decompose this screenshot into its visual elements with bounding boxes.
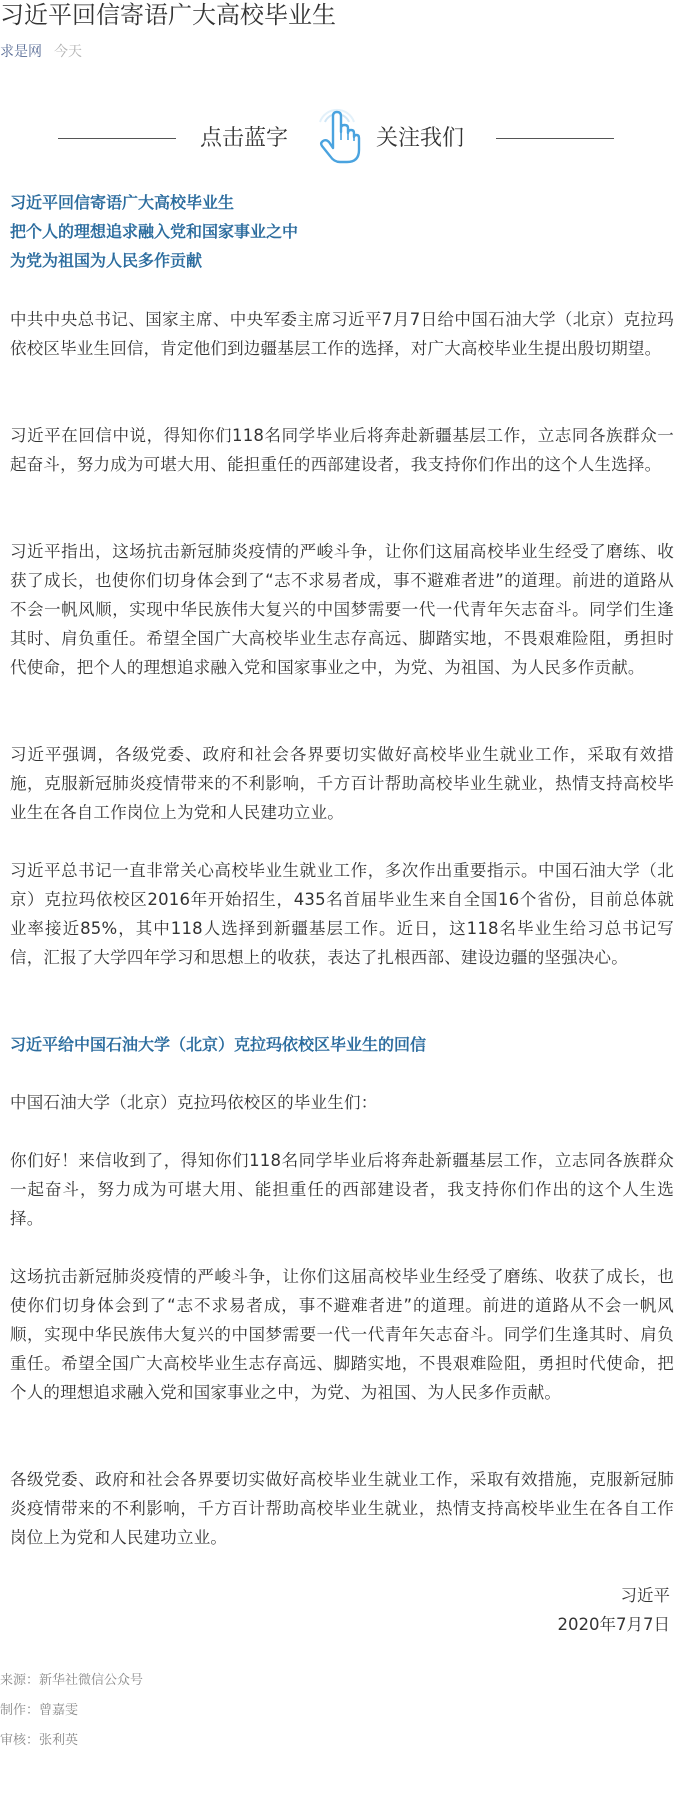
follow-left-text: 点击蓝字 [200, 126, 289, 151]
headline-block [10, 188, 298, 275]
follow-banner[interactable] [0, 100, 684, 170]
divider-left [58, 138, 176, 139]
body-paragraph: 习近平在回信中说，得知你们118名同学毕业后将奔赴新疆基层工作，立志同各族群众一起奋斗，努力成为可堪大用、能担重任的西部建设者，我支持你们作出的这个人生选择。 [10, 426, 674, 474]
headline-line: 把个人的理想追求融入党和国家事业之中 [10, 222, 299, 241]
letter-heading: 习近平给中国石油大学（北京）克拉玛依校区毕业生的回信 [10, 1035, 427, 1054]
credit-source: 来源：新华社微信公众号 [0, 1673, 144, 1688]
divider-right [496, 138, 614, 139]
letter-paragraph: 这场抗击新冠肺炎疫情的严峻斗争，让你们这届高校毕业生经受了磨练、收获了成长，也使你们切身体会到了“志不求易者成，事不避难者进”的道理。前进的道路从不会一帆风顺，实现中华民族伟大复兴的中国梦需要一代一代青年矢志奋斗。同学们生逢其时、肩负重任。希望全国广大高校毕业生志存高远、脚踏实地，不畏艰难险阻，勇担时代使命，把个人的理想追求融入党和国家事业之中，为党、为祖国、为人民多作贡献。 [10, 1267, 674, 1402]
headline-line: 为党为祖国为人民多作贡献 [10, 251, 203, 270]
follow-right-text: 关注我们 [376, 126, 465, 151]
body-paragraph: 中共中央总书记、国家主席、中央军委主席习近平7月7日给中国石油大学（北京）克拉玛依校区毕业生回信，肯定他们到边疆基层工作的选择，对广大高校毕业生提出殷切期望。 [10, 310, 674, 358]
account-name-link[interactable]: 求是网 [0, 44, 42, 60]
letter-date: 2020年7月7日 [557, 1615, 670, 1634]
publish-time: 今天 [54, 44, 82, 60]
credit-producer: 制作：曾嘉雯 [0, 1703, 79, 1718]
credit-reviewer: 审核：张利英 [0, 1733, 79, 1748]
letter-salutation: 中国石油大学（北京）克拉玛依校区的毕业生们： [10, 1093, 378, 1112]
article-meta [0, 42, 82, 62]
body-paragraph: 习近平强调，各级党委、政府和社会各界要切实做好高校毕业生就业工作，采取有效措施，克服新冠肺炎疫情带来的不利影响，千方百计帮助高校毕业生就业，热情支持高校毕业生在各自工作岗位上为党和人民建功立业。 [10, 745, 674, 822]
pointing-hand-icon [310, 100, 364, 166]
body-paragraph: 习近平总书记一直非常关心高校毕业生就业工作，多次作出重要指示。中国石油大学（北京）克拉玛依校区2016年开始招生，435名首届毕业生来自全国16个省份，目前总体就业率接近85%，其中118人选择到新疆基层工作。近日，这118名毕业生给习总书记写信，汇报了大学四年学习和思想上的收获，表达了扎根西部、建设边疆的坚强决心。 [10, 861, 674, 967]
body-paragraph: 习近平指出，这场抗击新冠肺炎疫情的严峻斗争，让你们这届高校毕业生经受了磨练、收获了成长，也使你们切身体会到了“志不求易者成，事不避难者进”的道理。前进的道路从不会一帆风顺，实现中华民族伟大复兴的中国梦需要一代一代青年矢志奋斗。同学们生逢其时、肩负重任。希望全国广大高校毕业生志存高远、脚踏实地，不畏艰难险阻，勇担时代使命，把个人的理想追求融入党和国家事业之中，为党、为祖国、为人民多作贡献。 [10, 542, 674, 677]
headline-line: 习近平回信寄语广大高校毕业生 [10, 193, 235, 212]
letter-signature: 习近平 [620, 1586, 670, 1605]
letter-paragraph: 你们好！来信收到了，得知你们118名同学毕业后将奔赴新疆基层工作，立志同各族群众一起奋斗，努力成为可堪大用、能担重任的西部建设者，我支持你们作出的这个人生选择。 [10, 1151, 674, 1228]
article-title: 习近平回信寄语广大高校毕业生 [0, 1, 336, 29]
letter-paragraph: 各级党委、政府和社会各界要切实做好高校毕业生就业工作，采取有效措施，克服新冠肺炎疫情带来的不利影响，千方百计帮助高校毕业生就业，热情支持高校毕业生在各自工作岗位上为党和人民建功立业。 [10, 1470, 674, 1547]
